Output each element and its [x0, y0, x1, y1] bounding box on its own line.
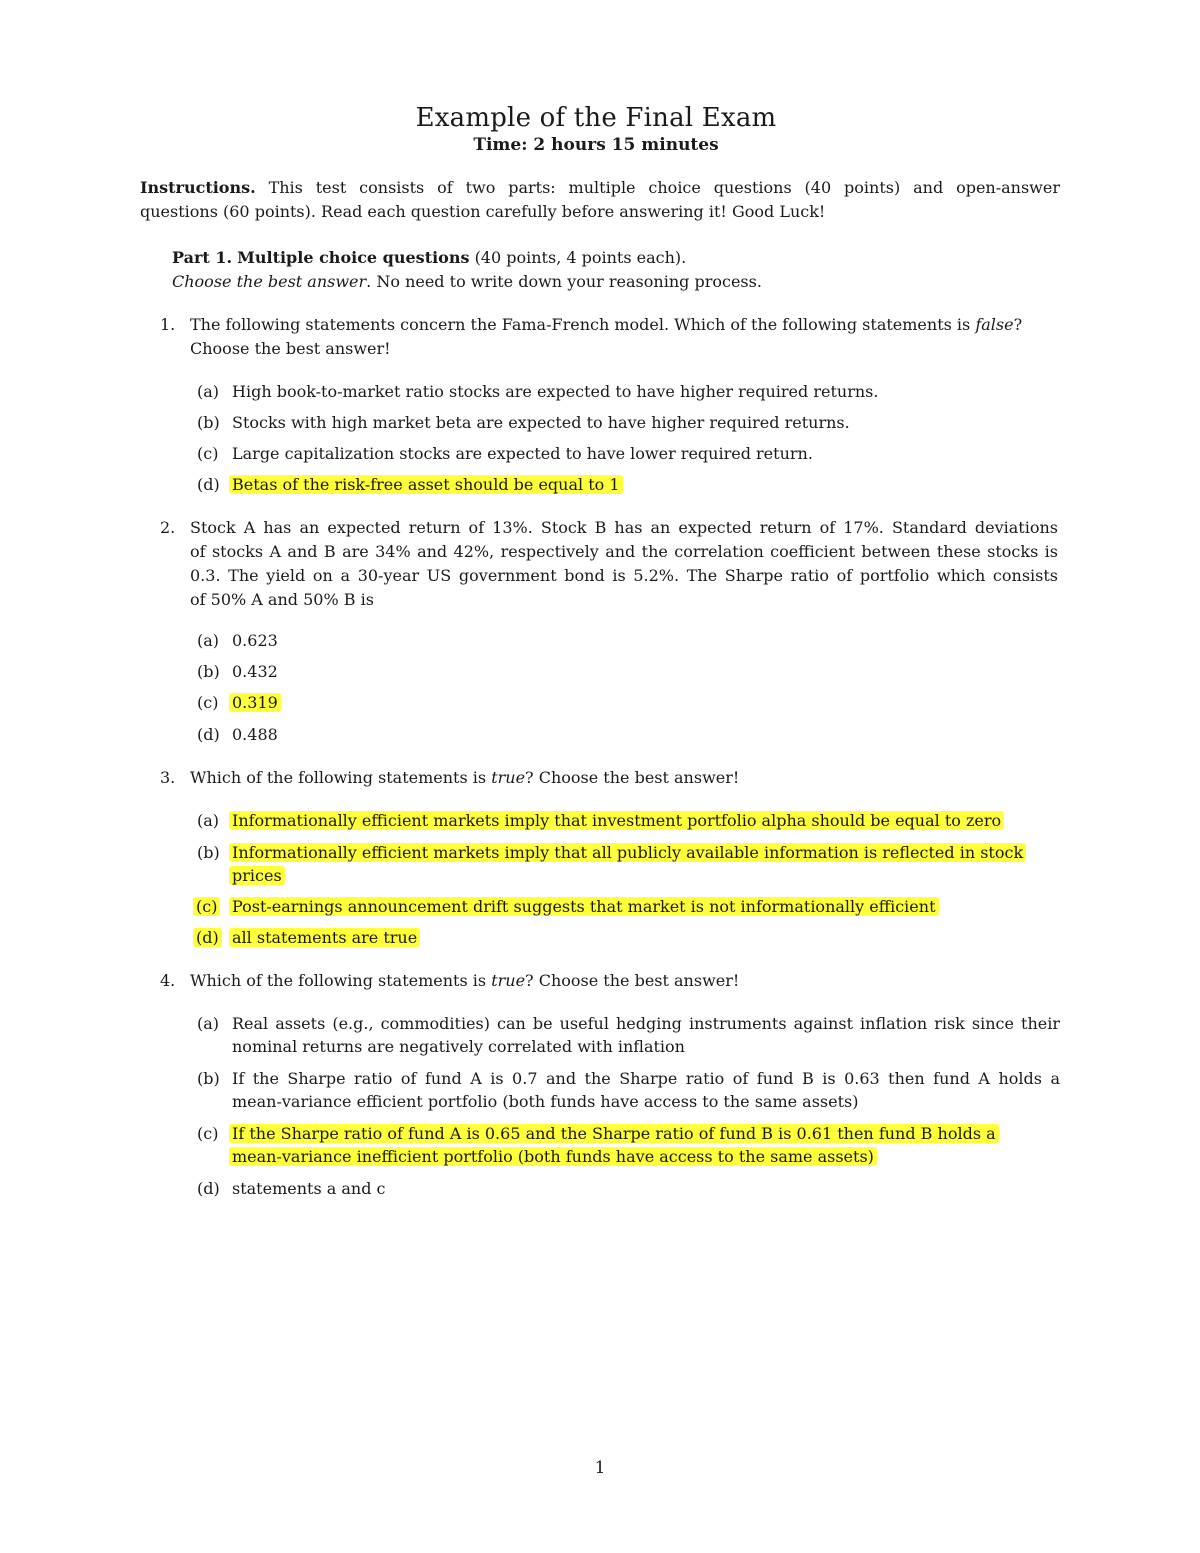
question-4-option-c-text-line-1 — [229, 1122, 1057, 1145]
question-3-option-b-label: (b) — [197, 843, 220, 862]
question-3-option-c-text — [229, 895, 1057, 918]
question-3-option-a-text — [229, 809, 1057, 832]
question-3-option-d-text — [229, 926, 1057, 949]
question-2-text-line-1: Stock A has an expected return of 13%. Stock B has an expected return of 17%. Standard deviations — [190, 518, 1058, 537]
answer-highlight: 0.319 — [229, 693, 281, 712]
answer-highlight: If the Sharpe ratio of fund A is 0.65 and the Sharpe ratio of fund B is 0.61 then fund B holds a — [229, 1124, 999, 1143]
question-3-number: 3. — [160, 768, 176, 787]
question-4-number: 4. — [160, 971, 176, 990]
question-2-option-c-text — [229, 691, 1057, 714]
answer-highlight: Informationally efficient markets imply that all publicly available information is reflected in stock — [229, 843, 1026, 862]
answer-highlight: mean-variance inefficient portfolio (both funds have access to the same assets) — [229, 1147, 877, 1166]
answer-highlight: (d) — [193, 928, 222, 947]
question-4-option-d-text: statements a and c — [232, 1179, 386, 1198]
part1-label: Part 1. — [172, 248, 233, 267]
question-1-number: 1. — [160, 315, 176, 334]
question-2-option-b-label: (b) — [197, 662, 220, 681]
question-1-option-a-text: High book-to-market ratio stocks are expected to have higher required returns. — [232, 382, 879, 401]
question-4-option-a-label: (a) — [197, 1014, 220, 1033]
exam-title: Example of the Final Exam — [415, 103, 777, 133]
part1-points: (40 points, 4 points each). — [474, 248, 687, 267]
page-number: 1 — [594, 1458, 606, 1478]
question-1-text-after: ? Choose the best answer! — [190, 315, 1023, 358]
question-3-emphasis: true — [491, 768, 526, 787]
part1-instruction-rest: . No need to write down your reasoning process. — [366, 272, 762, 291]
instructions-text-1: This test consists of two parts: multiple choice questions (40 points) and open-answer — [268, 178, 1060, 197]
question-2-number: 2. — [160, 518, 176, 537]
part1-instruction — [172, 270, 762, 294]
question-4-option-b-text-line-2: mean-variance efficient portfolio (both funds have access to the same assets) — [232, 1092, 859, 1111]
question-1-text-before: The following statements concern the Fama-French model. Which of the following statements is — [190, 315, 976, 334]
question-4-text — [190, 969, 1058, 993]
question-1-option-d-label: (d) — [197, 475, 220, 494]
question-3-option-b-text-line-1 — [229, 841, 1057, 864]
question-3-text-after: ? Choose the best answer! — [525, 768, 740, 787]
question-4-text-before: Which of the following statements is — [190, 971, 492, 990]
instructions-label: Instructions. — [140, 178, 256, 197]
question-4-option-a-text-line-1: Real assets (e.g., commodities) can be useful hedging instruments against inflation risk since their — [232, 1014, 1060, 1033]
question-1-option-b-text: Stocks with high market beta are expected to have higher required returns. — [232, 413, 850, 432]
part1-instruction-emphasis: Choose the best answer — [172, 272, 367, 291]
question-4-option-b-label: (b) — [197, 1069, 220, 1088]
question-3-option-a-label: (a) — [197, 811, 220, 830]
question-2-option-d-text: 0.488 — [232, 725, 278, 744]
instructions-line-2: questions (60 points). Read each question carefully before answering it! Good Luck! — [140, 202, 826, 221]
part1-heading — [172, 246, 686, 270]
question-4-emphasis: true — [491, 971, 526, 990]
question-4-option-c-label: (c) — [197, 1124, 219, 1143]
question-4-option-b-text-line-1: If the Sharpe ratio of fund A is 0.7 and the Sharpe ratio of fund B is 0.63 then fund A holds a — [232, 1069, 1060, 1088]
question-1-text — [190, 313, 1058, 361]
question-4-text-after: ? Choose the best answer! — [525, 971, 740, 990]
answer-highlight: all statements are true — [229, 928, 420, 947]
question-2-text-line-4: of 50% A and 50% B is — [190, 590, 374, 609]
question-2-option-d-label: (d) — [197, 725, 220, 744]
question-1-emphasis: false — [975, 315, 1014, 334]
answer-highlight: Post-earnings announcement drift suggests that market is not informationally efficient — [229, 897, 939, 916]
question-1-option-c-text: Large capitalization stocks are expected to have lower required return. — [232, 444, 813, 463]
question-3-text — [190, 766, 1058, 790]
answer-highlight: (c) — [193, 897, 220, 916]
question-2-text-line-2: of stocks A and B are 34% and 42%, respectively and the correlation coefficient between these stocks is — [190, 542, 1058, 561]
instructions-line-1 — [140, 176, 1060, 200]
question-2-option-b-text: 0.432 — [232, 662, 278, 681]
question-3-option-b-text-line-2 — [229, 864, 1057, 887]
question-2-option-c-label: (c) — [197, 693, 219, 712]
question-1-option-b-label: (b) — [197, 413, 220, 432]
question-3-text-before: Which of the following statements is — [190, 768, 492, 787]
answer-highlight: Informationally efficient markets imply that investment portfolio alpha should be equal to zero — [229, 811, 1004, 830]
question-3-option-d-label — [193, 926, 222, 950]
question-1-option-a-label: (a) — [197, 382, 220, 401]
question-2-text-line-3: 0.3. The yield on a 30-year US government bond is 5.2%. The Sharpe ratio of portfolio which consists — [190, 566, 1058, 585]
answer-highlight: Betas of the risk-free asset should be equal to 1 — [229, 475, 623, 494]
exam-time-limit: Time: 2 hours 15 minutes — [473, 135, 719, 155]
answer-highlight: prices — [229, 866, 285, 885]
question-4-option-d-label: (d) — [197, 1179, 220, 1198]
part1-title: Multiple choice questions — [237, 248, 470, 267]
question-2-option-a-label: (a) — [197, 631, 220, 650]
question-4-option-c-text-line-2 — [229, 1145, 1057, 1168]
question-1-option-d-text — [229, 473, 1057, 496]
question-3-option-c-label — [193, 895, 220, 919]
question-4-option-a-text-line-2: nominal returns are negatively correlated with inflation — [232, 1037, 685, 1056]
question-1-option-c-label: (c) — [197, 444, 219, 463]
question-2-option-a-text: 0.623 — [232, 631, 278, 650]
